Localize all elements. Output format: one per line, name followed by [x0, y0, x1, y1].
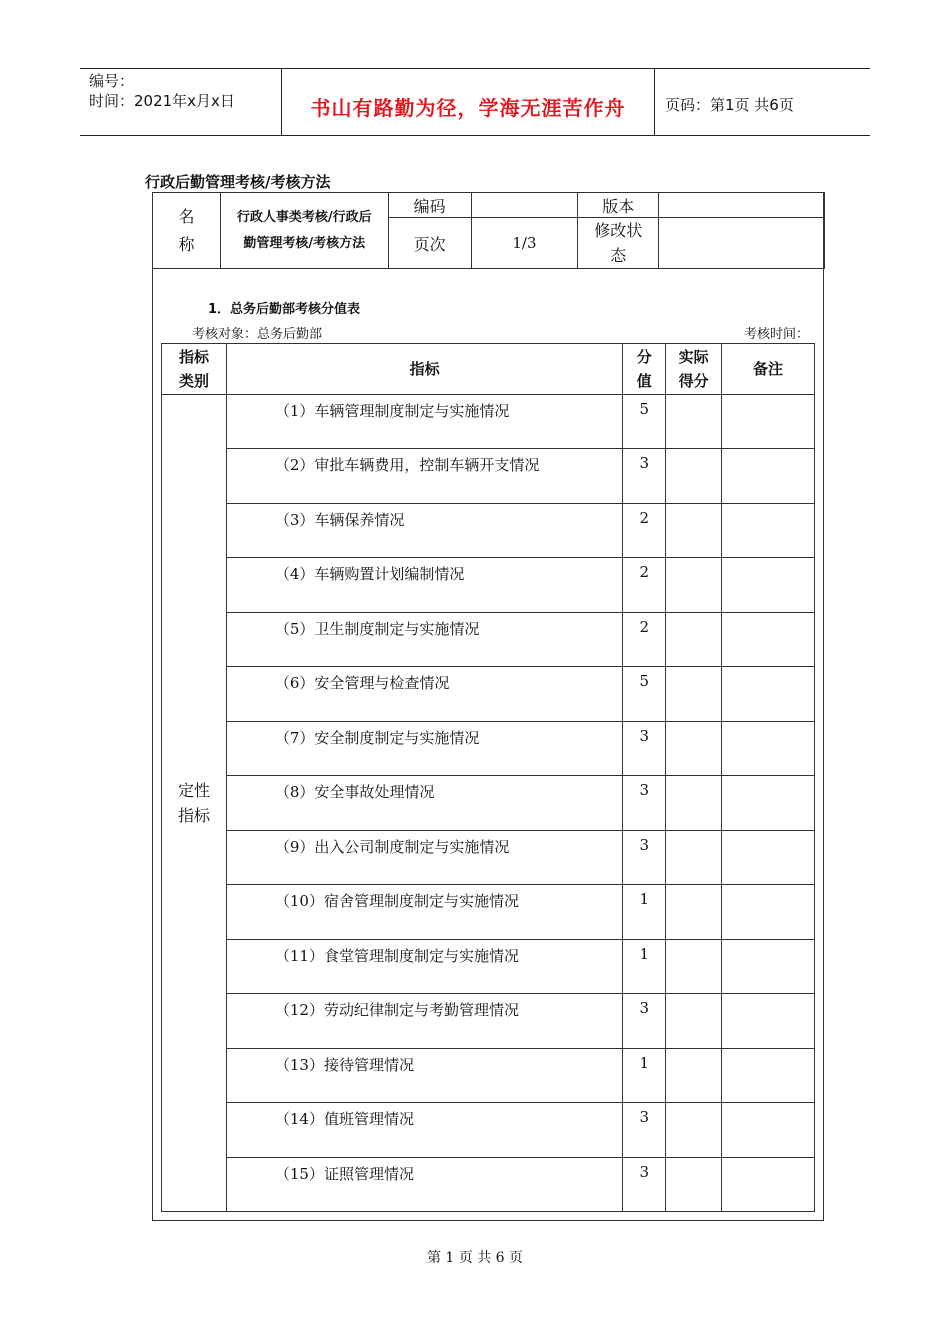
indicator-cell: （12）劳动纪律制定与考勤管理情况: [226, 994, 622, 1049]
header-motto: 书山有路勤为径，学海无涯苦作舟: [310, 96, 626, 120]
code-label: 编码: [388, 193, 471, 218]
remarks-cell[interactable]: [722, 1103, 815, 1158]
score-cell: 2: [623, 558, 666, 613]
score-cell: 2: [623, 613, 666, 667]
actual-score-cell[interactable]: [666, 667, 722, 722]
score-cell: 3: [623, 449, 666, 504]
remarks-cell[interactable]: [722, 1158, 815, 1212]
actual-score-cell[interactable]: [666, 1158, 722, 1212]
table-row: [162, 613, 815, 667]
table-row: [162, 885, 815, 940]
indicator-cell: （14）值班管理情况: [226, 1103, 622, 1158]
header-bottom-rule: [80, 135, 870, 136]
header-actual-line1: 实际: [678, 348, 709, 366]
score-cell: 1: [623, 885, 666, 940]
category-line2: 指标: [177, 806, 210, 825]
remarks-cell[interactable]: [722, 558, 815, 613]
name-value-cell: [220, 193, 388, 269]
score-cell: 3: [623, 1103, 666, 1158]
header-category-line2: 类别: [178, 372, 209, 390]
header-page-indicator: 页码：第1页 共6页: [665, 96, 794, 114]
remarks-cell[interactable]: [722, 667, 815, 722]
status-value: [659, 218, 825, 269]
header-actual-line2: 得分: [678, 372, 709, 390]
document-title: 行政后勤管理考核/考核方法: [145, 173, 331, 191]
indicator-cell: （10）宿舍管理制度制定与实施情况: [226, 885, 622, 940]
remarks-cell[interactable]: [722, 994, 815, 1049]
category-cell: [162, 395, 227, 1212]
header-category-line1: 指标: [178, 348, 209, 366]
remarks-cell[interactable]: [722, 831, 815, 885]
name-value-line1: 行政人事类考核/行政后: [236, 209, 372, 225]
document-info-table: [152, 192, 825, 269]
page-footer: 第 1 页 共 6 页: [426, 1250, 524, 1266]
page-label: 页次: [388, 218, 471, 269]
header-category: [162, 344, 227, 395]
version-label: 版本: [578, 193, 659, 218]
name-label-cell: [153, 193, 221, 269]
score-cell: 5: [623, 395, 666, 449]
header-score-line1: 分: [636, 348, 652, 366]
assessment-time: 考核时间：: [744, 327, 810, 342]
header-top-rule: [80, 68, 870, 69]
table-row: [162, 667, 815, 722]
status-label-line2: 态: [610, 246, 627, 265]
actual-score-cell[interactable]: [666, 558, 722, 613]
assessment-target: 考核对象：总务后勤部: [192, 327, 323, 342]
table-row: [162, 449, 815, 504]
name-label-line1: 名: [178, 206, 195, 226]
indicator-cell: （7）安全制度制定与实施情况: [226, 722, 622, 776]
status-label-cell: [578, 218, 659, 269]
actual-score-cell[interactable]: [666, 504, 722, 558]
header-divider-right: [654, 68, 655, 136]
header-actual-score: [666, 344, 722, 395]
header-remarks: 备注: [722, 344, 815, 395]
actual-score-cell[interactable]: [666, 994, 722, 1049]
indicator-cell: （5）卫生制度制定与实施情况: [226, 613, 622, 667]
table-row: [162, 994, 815, 1049]
name-label-line2: 称: [178, 234, 195, 254]
actual-score-cell[interactable]: [666, 449, 722, 504]
actual-score-cell[interactable]: [666, 776, 722, 831]
section-title: 1．总务后勤部考核分值表: [208, 302, 361, 317]
score-cell: 3: [623, 994, 666, 1049]
score-cell: 1: [623, 940, 666, 994]
actual-score-cell[interactable]: [666, 722, 722, 776]
indicator-cell: （3）车辆保养情况: [226, 504, 622, 558]
page-value: 1/3: [471, 218, 578, 269]
table-row: [162, 558, 815, 613]
table-row: [162, 1049, 815, 1103]
table-row: [162, 940, 815, 994]
remarks-cell[interactable]: [722, 613, 815, 667]
status-label-line1: 修改状: [594, 221, 643, 240]
table-row: [162, 1158, 815, 1212]
actual-score-cell[interactable]: [666, 1103, 722, 1158]
header-score: [623, 344, 666, 395]
remarks-cell[interactable]: [722, 776, 815, 831]
remarks-cell[interactable]: [722, 722, 815, 776]
header-score-line2: 值: [636, 372, 652, 390]
doc-number-label: 编号：: [89, 72, 135, 90]
indicator-cell: （13）接待管理情况: [226, 1049, 622, 1103]
name-value-line2: 勤管理考核/考核方法: [243, 235, 366, 251]
header-indicator: 指标: [226, 344, 622, 395]
score-table: [161, 343, 815, 1212]
score-cell: 3: [623, 722, 666, 776]
table-row: [162, 831, 815, 885]
remarks-cell[interactable]: [722, 504, 815, 558]
remarks-cell[interactable]: [722, 449, 815, 504]
table-row: [162, 504, 815, 558]
category-line1: 定性: [177, 781, 210, 800]
actual-score-cell[interactable]: [666, 885, 722, 940]
actual-score-cell[interactable]: [666, 940, 722, 994]
version-value: [659, 193, 825, 218]
score-cell: 3: [623, 831, 666, 885]
code-value: [471, 193, 578, 218]
table-row: [162, 776, 815, 831]
remarks-cell[interactable]: [722, 1049, 815, 1103]
score-cell: 3: [623, 776, 666, 831]
table-row: [162, 1103, 815, 1158]
score-cell: 2: [623, 504, 666, 558]
table-row: [162, 395, 815, 449]
indicator-cell: （11）食堂管理制度制定与实施情况: [226, 940, 622, 994]
indicator-cell: （9）出入公司制度制定与实施情况: [226, 831, 622, 885]
actual-score-cell[interactable]: [666, 613, 722, 667]
indicator-cell: （15）证照管理情况: [226, 1158, 622, 1212]
remarks-cell[interactable]: [722, 885, 815, 940]
actual-score-cell[interactable]: [666, 831, 722, 885]
indicator-cell: （8）安全事故处理情况: [226, 776, 622, 831]
indicator-cell: （2）审批车辆费用，控制车辆开支情况: [226, 449, 622, 504]
score-cell: 3: [623, 1158, 666, 1212]
indicator-cell: （4）车辆购置计划编制情况: [226, 558, 622, 613]
doc-time-label: 时间：2021年x月x日: [89, 92, 235, 110]
indicator-cell: （6）安全管理与检查情况: [226, 667, 622, 722]
score-cell: 1: [623, 1049, 666, 1103]
indicator-cell: （1）车辆管理制度制定与实施情况: [226, 395, 622, 449]
remarks-cell[interactable]: [722, 940, 815, 994]
actual-score-cell[interactable]: [666, 395, 722, 449]
remarks-cell[interactable]: [722, 395, 815, 449]
actual-score-cell[interactable]: [666, 1049, 722, 1103]
table-row: [162, 722, 815, 776]
score-cell: 5: [623, 667, 666, 722]
